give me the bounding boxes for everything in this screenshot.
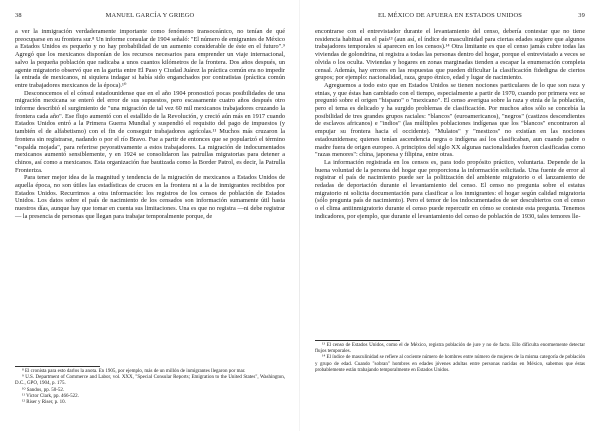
left-running-header [15, 12, 285, 22]
left-footnotes [15, 366, 285, 406]
right-footnotes [315, 340, 585, 374]
footnote-10: ¹⁰ Sandos, pp. 50-52. [22, 387, 65, 393]
footnote-14: ¹⁴ El índice de masculinidad se refiere al cociente número de hombres entre número de mujeres de la misma categoría de población y grupo de edad. Cuando "sobran" hombres en edades jóvenes adultas entre personas nacidas en México, sabemos que éstas probablemente están trabajando temporalmente en Estados Unidos. [315, 355, 585, 373]
footnote-11: ¹¹ Victor Clark, pp. 466-522. [22, 393, 79, 399]
footnote-13: ¹³ El censo de Estados Unidos, como el de México, registra población de jure y no de facto. Ello dificulta enormemente detectar flujos temporales. [315, 343, 585, 355]
footnote-12: ¹² Riser y Riser, p. 10. [22, 400, 66, 406]
footnote-9: ⁹ U.S. Department of Commerce and Labor, vol. XXX, "Special Consular Reports; Emigration to the United States", Washington, D.C., GPO, 1904, p. 175. [15, 375, 285, 387]
footnote-rule [315, 340, 400, 341]
left-body-text [15, 28, 285, 221]
left-paragraph-2: Desconocemos el el cónsul estadounidense que en el año 1904 pronosticó pocas posibilidades de una migración mexicana se enteró del error de sus supuestos, pero escasamente cuatro años después otro informe describió el surgimiento de "una migración de tal vez 60 mil mexicanos trabajadores cruzando la frontera cada año". Ese flujo aumentó con el estallido de la Revolución, y creció aún más en 1917 cuando Estados Unidos entró a la Primera Guerra Mundial y suspendió el requisito del pago de impuestos (y también el de alfabetismo) con el fin de conseguir trabajadores agrícolas.¹¹ Muchos más cruzaron la frontera sin registrarse, nadando o por el río Bravo. Fue a partir de entonces que se popularizó el término "espalda mojada", para referirse peyorativamente a estos trabajadores. La migración de indocumentados mexicanos aumentó sensiblemente, y en 1924 se consolidaron las patrullas migratorias para detener a chinos, así como a mexicanos. Esta organización fue bautizada como la Border Patrol, es decir, la Patrulla Fronteriza. [15, 89, 285, 174]
right-body-text [315, 28, 585, 221]
footnote-8: ⁸ El cronista para esto darlos la anota. En 1905, por ejemplo, más de un millón de inmigrantes llegaron por mar. [22, 369, 246, 374]
left-page-number: 38 [15, 12, 22, 19]
left-paragraph-3: Para tener mejor idea de la magnitud y tendencia de la migración de mexicanos a Estados Unidos de aquella época, no son útiles las estadísticas de cruces en la frontera ni a la de inmigrantes recibidos por Estados Unidos. Recurrimos a otra información: los registros de los censos de población de Estados Unidos. Los datos sobre el país de nacimiento de los censados son información sumamente útil hasta nuestros días, aunque hay que tomar en cuenta sus limitaciones. Una es que no registra —ni debe registrar— la presencia de personas que llegan para trabajar temporalmente porque, de [15, 174, 285, 220]
left-paragraph-1: a ver la inmigración verdaderamente importante como fenómeno transoceánico, no tenían de qué preocuparse en su frontera sur.⁸ Un informe consular de 1904 señaló: "El número de emigrantes de México a Estados Unidos es pequeño y no hay probabilidad de un aumento considerable de éste en el futuro".⁹ Agregó que los mexicanos disponían de los recursos necesarios para emprender un viaje internacional, salvo la pequeña población que radicaba a unos cuantos kilómetros de la frontera. Dos años después, un agente migratorio observó que en la garita entre El Paso y Ciudad Juárez la práctica común era no impedir la entrada de mexicanos, ni siquiera indagar si había sido enganchados por contratistas (práctica común entre trabajadores mexicanos de la época).¹⁰ [15, 28, 285, 89]
right-page [300, 0, 600, 431]
right-paragraph-2: Agreguemos a todo esto que en Estados Unidos se tienen nociones particulares de lo que son raza y etnias, y que éstas han cambiado con el tiempo, especialmente a partir de 1970, cuando por primera vez se preguntó sobre el origen "hispano" o "mexicano". El censo averigua sobre la raza y etnia de la población, pero el tema es delicado y ha surgido problemas de clasificación. Por muchos años sólo se concebía la posibilidad de tres grandes grupos raciales: "blancos" (euroamericanos), "negros" (castizos descendientes de esclavos africanos) e "indios" (las múltiples poblaciones indígenas que los "blancos" encontraron al empujar su frontera hacia el occidente). "Mulatos" y "mestizos" no existían en las nociones estadounidenses; quienes tenían ascendencia negra o indígena así los clasificaban, aun cuando padre o madre fuera de origen europeo. A principios del siglo XX algunas nacionalidades fueron clasificadas como "razas menores": china, japonesa y filipina, entre otras. [315, 81, 585, 159]
right-running-header [315, 12, 585, 22]
left-header-title: MANUEL GARCÍA Y GRIEGO [105, 12, 195, 19]
right-paragraph-1: encontrarse con el entrevistador durante el levantamiento del censo, debería contestar que no tiene residencia habitual en el país¹³ (aun así, el índice de masculinidad para ciertas edades sugiere que algunos trabajadores temporales sí aparecen en los censos).¹⁴ Otra limitante es que el censo jamás cubre todas las viviendas de golondrina, ni registra a todas las personas dentro del hogar, porque el entrevistado a veces se olvida o los oculta. Viviendas y hogares en zonas marginadas tienden a escapar la enumeración completa censal. Además, hay errores en las respuestas que pueden dificultar la clasificación fidedigna de ciertos grupos; por ejemplo: nacionalidad, raza, grupo étnico, edad y lugar de nacimiento. [315, 28, 585, 82]
right-page-number: 39 [578, 12, 585, 19]
footnote-rule [15, 366, 100, 367]
right-header-title: EL MÉXICO DE AFUERA EN ESTADOS UNIDOS [377, 12, 523, 19]
right-paragraph-3: La información registrada en los censos es, para todo propósito práctico, voluntaria. Depende de la buena voluntad de la persona del hogar que proporciona la información solicitada. Una fuente de error al registrar el país de nacimiento puede ser la politización del ambiente migratorio o el lanzamiento de redadas de deportación durante el levantamiento del censo. El censo no pregunta sobre el estatus migratorio ni solicita documentación para clasificar a los inmigrantes: el hogar según calidad migratoria (sólo pregunta país de nacimiento). Pero el temor de los indocumentados de ser descubiertos con el censo o el clima antiinmigratorio durante el censo puede repercutir en cómo se conteste esta pregunta. Tenemos indicadores, por ejemplo, que durante el levantamiento del censo de población de 1930, tales temores lle- [315, 158, 585, 220]
